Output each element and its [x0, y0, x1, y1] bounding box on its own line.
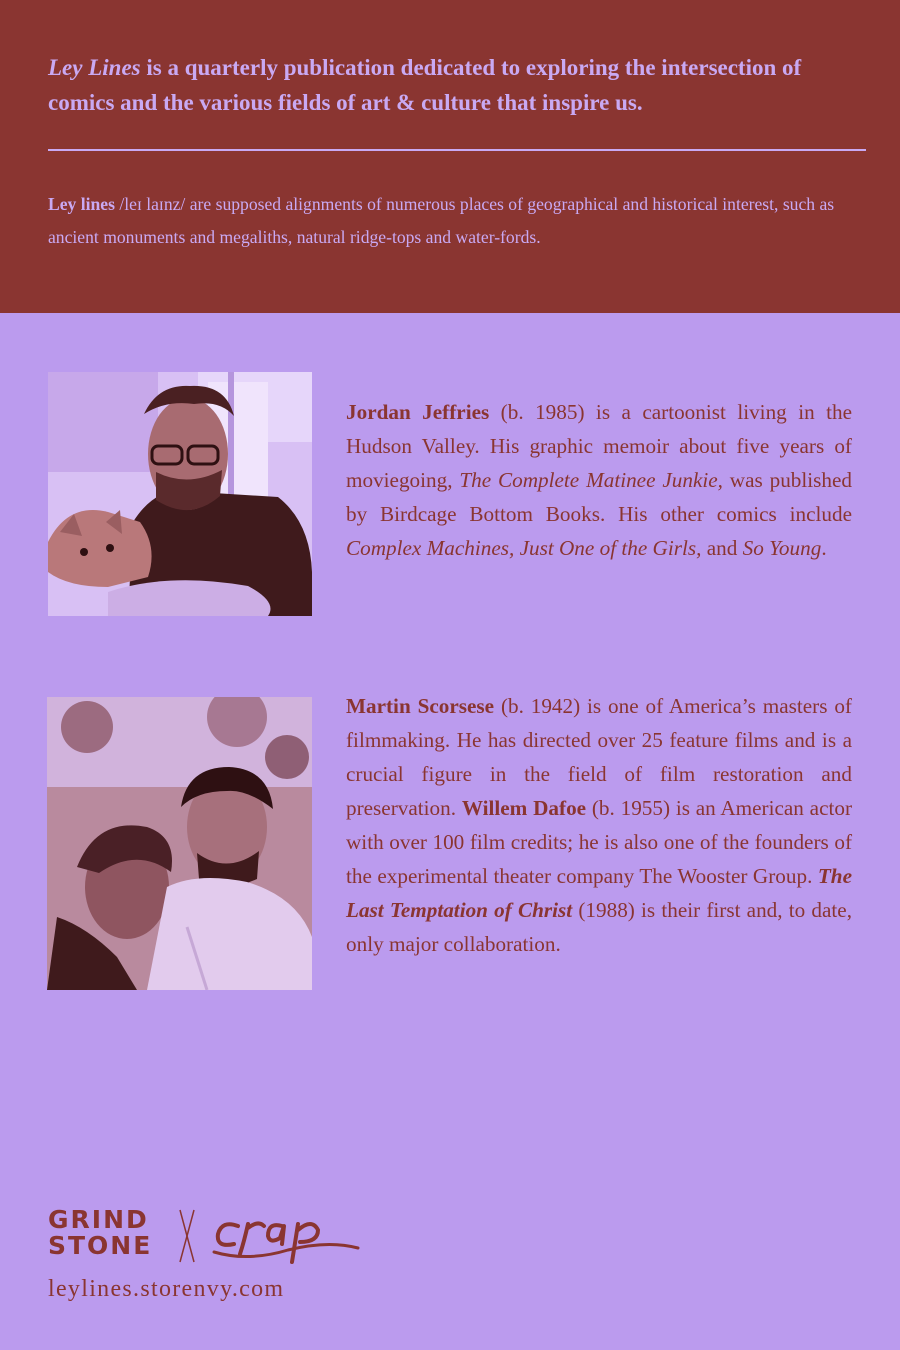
scorsese-dafoe-bio [346, 689, 852, 961]
bio-name: Willem Dafoe [461, 796, 587, 820]
bio-text: (b. 1955) is an American actor with over 100 film credits; he is also one of the founders of the experimental theater company The Wooster Group. [346, 796, 853, 888]
divider [48, 149, 866, 151]
bio-text: was published by Birdcage Bottom Books. His other comics include [346, 468, 852, 526]
website-url[interactable]: leylines.storenvy.com [48, 1276, 285, 1302]
jordan-jeffries-bio [346, 395, 852, 565]
top-band [0, 0, 900, 313]
bio-text: (b. 1985) is a cartoonist living in the Hudson Valley. His graphic memoir about five years of moviegoing, [346, 400, 852, 492]
bio-work-title: Complex Machines, Just One of the Girls, [346, 536, 702, 560]
bio-text: . [821, 536, 827, 560]
scorsese-dafoe-photo [47, 697, 312, 990]
definition-term: Ley lines [48, 194, 115, 214]
definition-text [48, 188, 868, 254]
intro-text [48, 50, 868, 120]
bio-film-title: The Last Temptation of Christ [346, 864, 852, 922]
crap-logo [208, 1204, 364, 1264]
bio-work-title: The Complete Matinee Junkie, [459, 468, 723, 492]
bio-text: (1988) is their first and, to date, only major collaboration. [346, 898, 853, 956]
bio-name: Jordan Jeffries [346, 400, 490, 424]
intro-body: is a quarterly publication dedicated to exploring the intersection of comics and the various fields of art & culture that inspire us. [48, 55, 802, 115]
bio-text: (b. 1942) is one of America’s masters of filmmaking. He has directed over 25 feature films and is a crucial figure in the field of film restoration and preservation. [346, 694, 852, 820]
jordan-jeffries-photo [48, 372, 312, 616]
publication-title: Ley Lines [48, 55, 141, 80]
grindstone-logo: GRIND STONE [48, 1205, 153, 1260]
definition-body: /leɪ laɪnz/ are supposed alignments of numerous places of geographical and historical interest, such as ancient monuments and megaliths, natural ridge-tops and water-fords. [48, 194, 835, 247]
bio-name: Martin Scorsese [346, 694, 495, 718]
bio-work-title: So Young [742, 536, 822, 560]
cross-icon [178, 1208, 196, 1264]
publisher-logos [48, 1204, 318, 1266]
bio-text: and [701, 536, 743, 560]
